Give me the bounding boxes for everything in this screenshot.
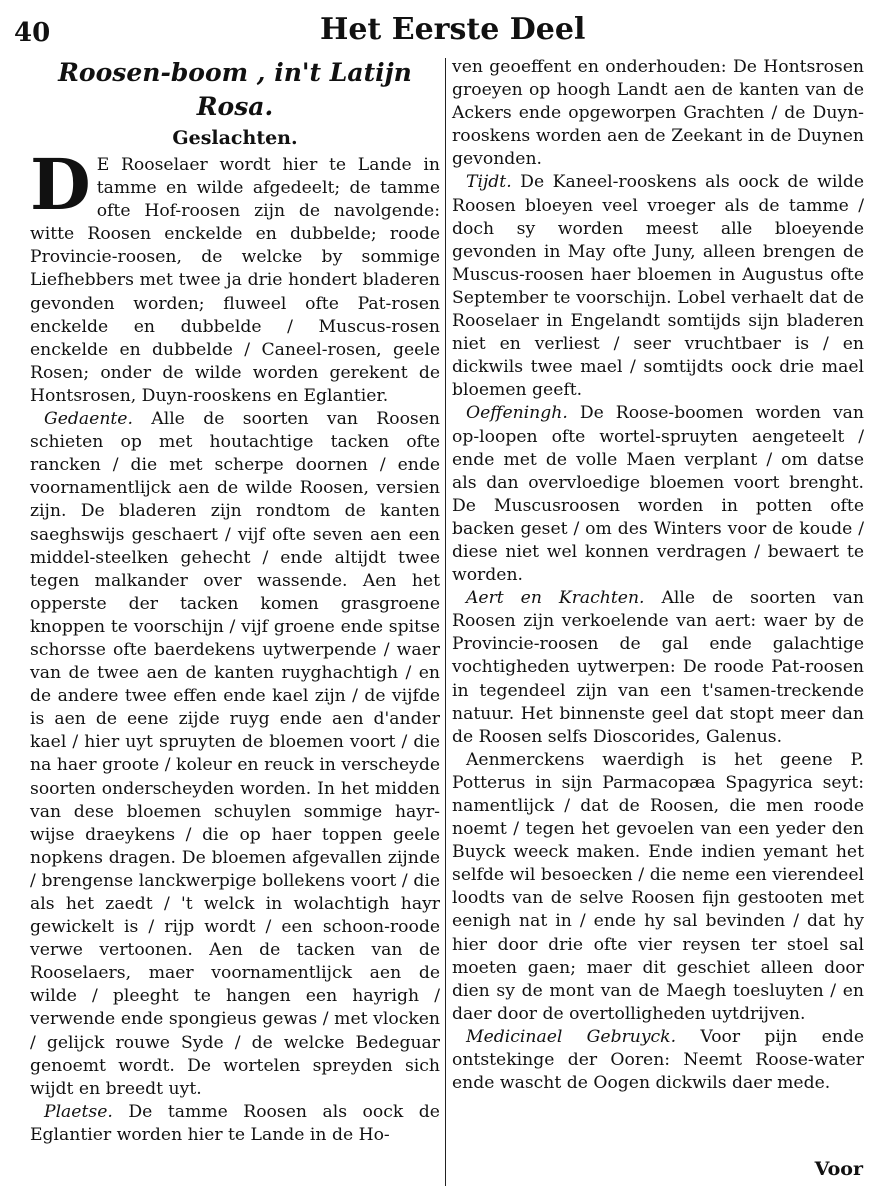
gedaente-text: Alle de soorten van Roosen schieten op met houtachtige tacken ofte rancken / die met scherpe doornen / ende voornamentlijck aen de wilde Roosen, versien zijn. De bladeren zijn rondtom de kanten saeghswijs geschaert / vijf ofte seven aen een middel-steelken gehecht / ende altijdt twee tegen malkander over wassende. Aen het opperste der tacken komen grasgroene knoppen te voorschijn / vijf groene ende spitse schorsse ofte baerdekens uytwerpende / waer van de twee aen de kanten ruyghachtigh / en de andere twee effen ende kael zijn / de vijfde is aen de eene zijde ruyg ende aen d'ander kael / hier uyt spruyten de bloemen voort / die na haer groote / koleur en reuck in verscheyde soorten onderscheyden worden. In het midden van dese bloemen schuylen sommige hayr-wijse draeykens / die op haer toppen geele nopkens dragen. De bloemen afgevallen zijnde / brengense lanckwerpige bollekens voort / die als het zaedt / 't welck in wolachtigh hayr gewickelt is / rijp wordt / een schoon-roode verwe vertoonen. Aen de tacken van de Rooselaers, maer voornamentlijck aen de wilde / pleeght te hangen een hayrigh / verwende ende spongieus gewas / met vlocken / gelijck rouwe Syde / de welcke Bedeguar genoemt wordt. De wortelen spreyden sich wijdt en breedt uyt.	[30, 409, 440, 1099]
aert-text: Alle de soorten van Roosen zijn verkoelende van aert: waer by de Provincie-roosen de gal ende galachtige vochtigheden uytwerpen: De roode Pat-roosen in tegendeel zijn van een t'samen-treckende natuur. Het binnenste geel dat stopt meer dan de Roosen selfs Dioscorides, Galenus.	[452, 588, 864, 747]
page-number: 40	[14, 18, 51, 48]
aenmerckens-paragraph	[452, 749, 864, 1026]
medicinael-label: Medicinael Gebruyck.	[466, 1026, 677, 1047]
entry-title: Roosen-boom , in't Latijn Rosa.	[58, 58, 412, 121]
geslachten-heading: Geslachten.	[172, 127, 298, 149]
oeffeningh-label: Oeffeningh.	[466, 403, 568, 424]
geslachten-paragraph	[30, 143, 440, 408]
plaetse-paragraph	[30, 1101, 440, 1147]
plaetse-text: De tamme Roosen als oock de Eglantier worden hier te Lande in de Ho-	[30, 1101, 440, 1145]
aert-paragraph	[452, 587, 864, 749]
tijdt-label: Tijdt.	[466, 172, 512, 193]
left-column	[30, 56, 440, 1147]
continuation-text: ven geoeffent en onderhouden: De Hontsrosen groeyen op hoogh Landt aen de kanten van de Ackers ende opgeworpen Grachten / de Duyn-rooskens worden aen de Zeekant in de Duynen gevonden.	[452, 57, 864, 170]
medicinael-paragraph	[452, 1026, 864, 1095]
running-title: Het Eerste Deel	[320, 12, 586, 47]
continuation-paragraph	[452, 56, 864, 171]
catchword: Voor	[814, 1158, 863, 1180]
gedaente-label: Gedaente.	[44, 409, 133, 430]
tijdt-paragraph	[452, 171, 864, 402]
drop-cap: D	[30, 143, 91, 226]
aenmerckens-text: Aenmerckens waerdigh is het geene P. Potterus in sijn Parmacopæa Spagyrica seyt: namentlijck / dat de Roosen, die men roode noemt / tegen het gevoelen van een yeder den Buyck weeck maken. Ende indien yemant het selfde wil besoecken / die neme een vierendeel loodts van de selve Roosen fijn gestooten met eenigh nat in / ende hy sal bevinden / dat hy hier door drie ofte vier reysen ter stoel sal moeten gaen; maer dit geschiet alleen door dien sy de mont van de Maegh toesluyten / en daer door de overtolligheden uytdrijven.	[452, 749, 864, 1024]
oeffeningh-text: De Roose-boomen worden van op-loopen ofte wortel-spruyten aengeteelt / ende met de volle Maen verplant / om datse als dan overvloedige bloemen voort brenght. De Muscusroosen worden in potten ofte backen geset / om des Winters voor de koude / diese niet wel konnen verdragen / bewaert te worden.	[452, 403, 865, 586]
gedaente-paragraph	[30, 408, 440, 1101]
plaetse-label: Plaetse.	[44, 1101, 113, 1122]
column-divider	[445, 58, 446, 1186]
right-column	[452, 56, 864, 1095]
aert-label: Aert en Krachten.	[466, 588, 645, 609]
medicinael-text: Voor pijn ende ontstekinge der Ooren: Neemt Roose-water ende wascht de Oogen dickwils daer mede.	[452, 1026, 865, 1094]
tijdt-text: De Kaneel-rooskens als oock de wilde Roosen bloeyen veel vroeger als de tamme / doch sy worden meest alle bloeyende gevonden in May ofte Juny, alleen brengen de Muscus-roosen haer bloemen in Augustus ofte September te voorschijn. Lobel verhaelt dat de Rooselaer in Engelandt somtijds sijn bladeren niet en verliest / seer vruchtbaer is / en dickwils twee mael / somtijdts oock drie mael bloemen geeft.	[452, 172, 864, 401]
oeffeningh-paragraph	[452, 402, 864, 587]
geslachten-text: E Rooselaer wordt hier te Lande in tamme en wilde afgedeelt; de tamme ofte Hof-roosen zijn de navolgende: witte Roosen enckelde en dubbelde; roode Provincie-roosen, de welcke by sommige Liefhebbers met twee ja drie hondert bladeren gevonden worden; fluweel ofte Pat-rosen enckelde en dubbelde / Muscus-rosen enckelde en dubbelde / Caneel-rosen, geele Rosen; onder de wilde worden gerekent de Hontsrosen, Duyn-rooskens en Eglantier.	[30, 155, 440, 406]
